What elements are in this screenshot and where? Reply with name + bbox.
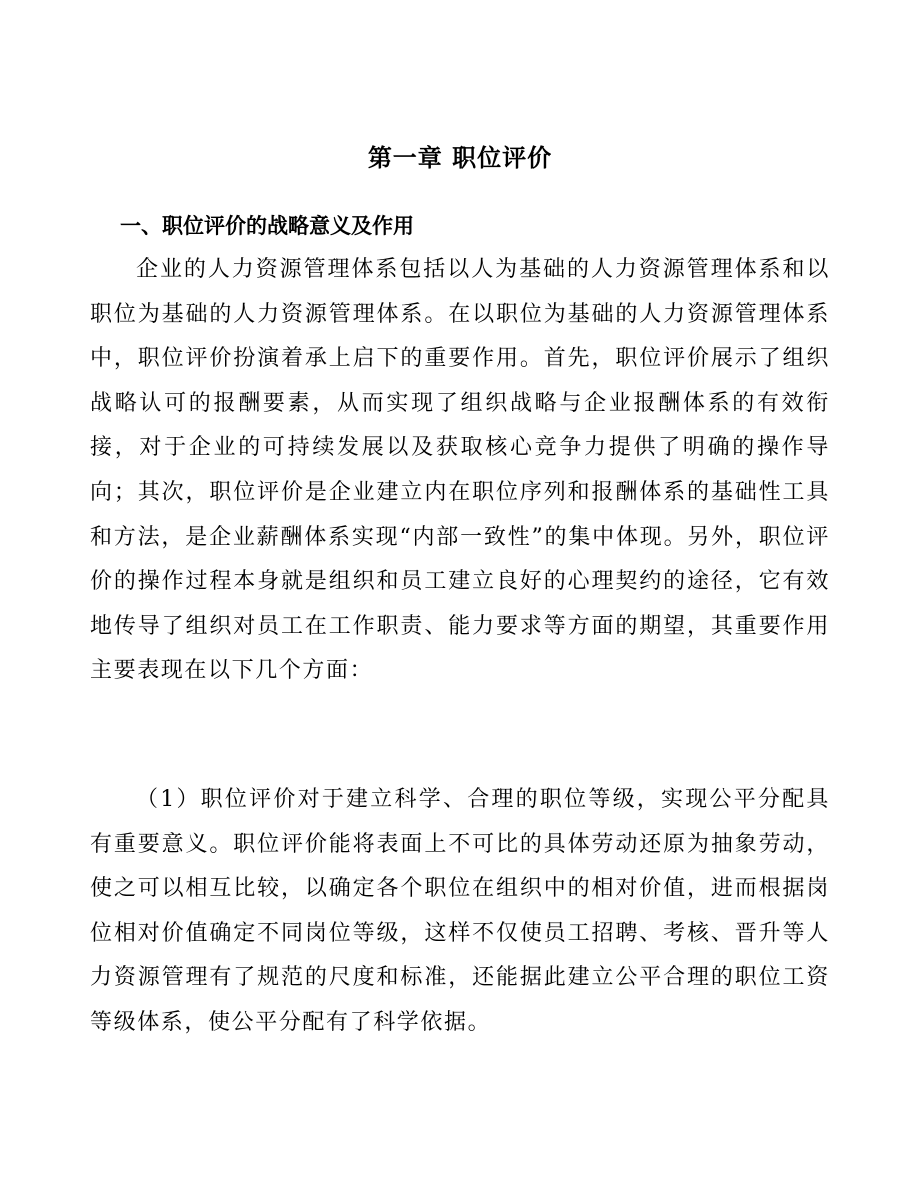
chapter-title: 第一章 职位评价 xyxy=(367,143,553,172)
body-paragraph-2: （1）职位评价对于建立科学、合理的职位等级，实现公平分配具有重要意义。职位评价能将表面上不可比的具体劳动还原为抽象劳动，使之可以相互比较，以确定各个职位在组织中的相对价值，进而根据岗位相对价值确定不同岗位等级，这样不仅使员工招聘、考核、晋升等人力资源管理有了规范的尺度和标准，还能据此建立公平合理的职位工资等级体系，使公平分配有了科学依据。 xyxy=(90,787,830,1035)
section-heading: 一、职位评价的战略意义及作用 xyxy=(120,213,414,238)
body-paragraph-1: 企业的人力资源管理体系包括以人为基础的人力资源管理体系和以职位为基础的人力资源管理体系。在以职位为基础的人力资源管理体系中，职位评价扮演着承上启下的重要作用。首先，职位评价展示了组织战略认可的报酬要素，从而实现了组织战略与企业报酬体系的有效衔接，对于企业的可持续发展以及获取核心竞争力提供了明确的操作导向；其次，职位评价是企业建立内在职位序列和报酬体系的基础性工具和方法，是企业薪酬体系实现“内部一致性”的集中体现。另外，职位评价的操作过程本身就是组织和员工建立良好的心理契约的途径，它有效地传导了组织对员工在工作职责、能力要求等方面的期望，其重要作用主要表现在以下几个方面： xyxy=(90,257,830,684)
